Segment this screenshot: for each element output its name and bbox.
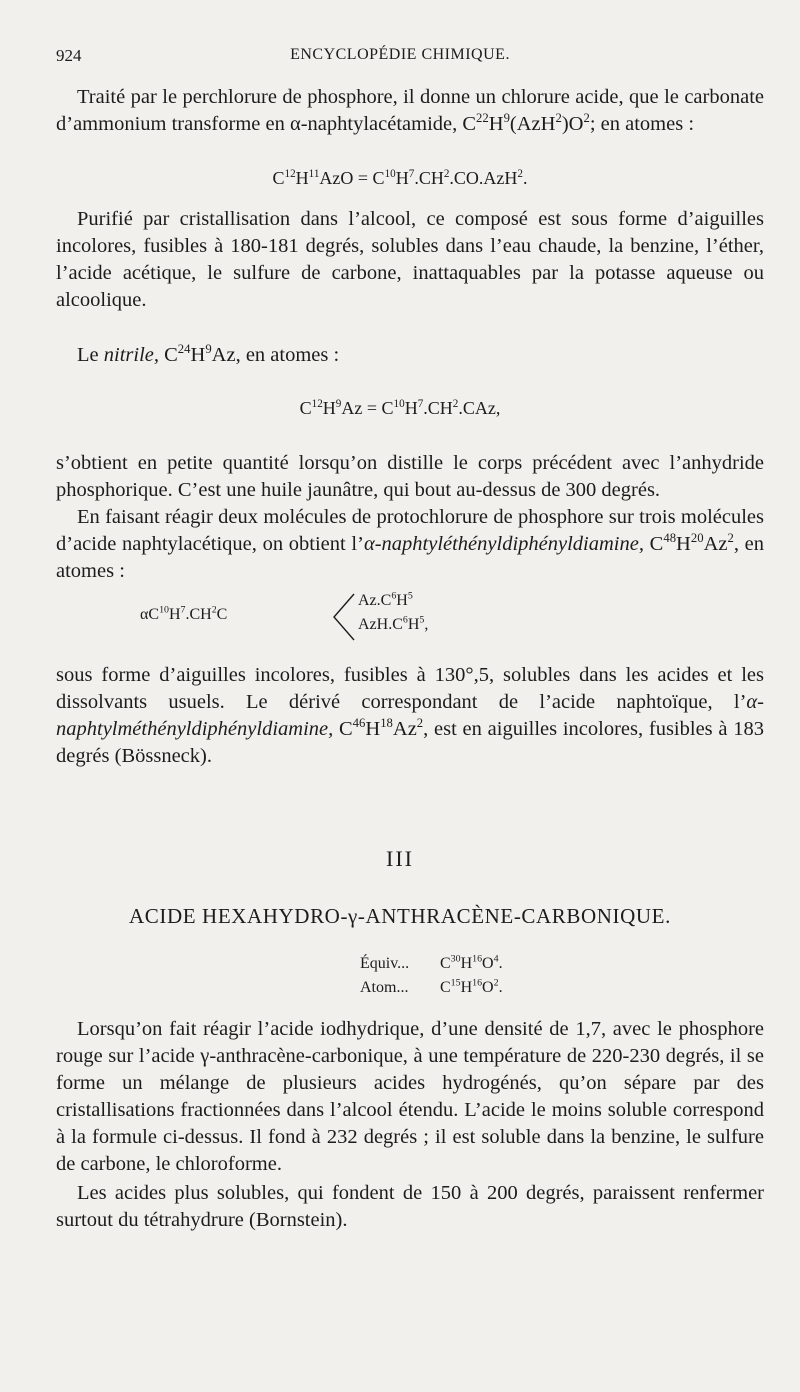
running-title: ENCYCLOPÉDIE CHIMIQUE. xyxy=(290,46,510,63)
paragraph-6: sous forme d’aiguilles incolores, fusibles à 130°,5, solubles dans les acides et les dissolvants usuels. Le dérivé correspondant de l’acide naphtoïque, l’α-naphtylméthényldiphényldiamine, $C^{46}H^{18}Az^2$, est en aiguilles incolores, fusibles à 183 degrés (Bössneck). xyxy=(56,664,764,767)
section-numeral: III xyxy=(386,846,414,871)
formula-amide: $C^{12}H^{11}AzO = C^{10}H^7.CH^2.CO.AzH^2$. xyxy=(272,168,528,188)
paragraph-2: Purifié par cristallisation dans l’alcool, ce composé est sous forme d’aiguilles incolores, fusibles à 180-181 degrés, solubles dans l’eau chaude, la benzine, l’éther, l’acide acétique, le sulfure de carbone, inattaquables par la potasse aqueuse ou alcoolique. xyxy=(56,208,764,311)
paragraph-5: En faisant réagir deux molécules de protochlorure de phosphore sur trois molécules d’acide naphtylacétique, on obtient l’α-naphtyléthényldiphényldiamine, $C^{48}H^{20}Az^2$, en atomes : xyxy=(56,506,764,582)
paragraph-3: Le nitrile, $C^{24}H^9Az$, en atomes : xyxy=(77,342,340,366)
bond-brace xyxy=(330,590,356,644)
formula-nitrile: $C^{12}H^9Az = C^{10}H^7.CH^2.CAz$, xyxy=(299,398,501,418)
formula-table: Équiv... $C^{30}H^{16}O^4$. Atom... $C^{15}H^{16}O^2$. xyxy=(360,953,503,996)
formula-diamine: $\alpha C^{10}H^7.CH^2C$ $Az.C^6H^5$ $AzH.C^6H^5$, xyxy=(140,590,400,644)
paragraph-8: Les acides plus solubles, qui fondent de 150 à 200 degrés, paraissent renfermer surtout du tétrahydrure (Bornstein). xyxy=(56,1182,764,1231)
section-title: ACIDE HEXAHYDRO-γ-ANTHRACÈNE-CARBONIQUE. xyxy=(129,904,671,928)
paragraph-4: s’obtient en petite quantité lorsqu’on distille le corps précédent avec l’anhydride phosphorique. C’est une huile jaunâtre, qui bout au-dessus de 300 degrés. xyxy=(56,452,764,501)
paragraph-1: Traité par le perchlorure de phosphore, il donne un chlorure acide, que le carbonate d’ammonium transforme en α-naphtylacétamide, $C^{22}H^9(AzH^2)O^2$; en atomes : xyxy=(56,86,764,135)
page-number: 924 xyxy=(56,46,82,65)
paragraph-7: Lorsqu’on fait réagir l’acide iodhydrique, d’une densité de 1,7, avec le phosphore rouge sur l’acide γ-anthracène-carbonique, à une température de 220-230 degrés, il se forme un mélange de plusieurs acides hydrogénés, qu’on sépare par des cristallisations fractionnées dans l’alcool étendu. L’acide le moins soluble correspond à la formule ci-dessus. Il fond à 232 degrés ; il est soluble dans la benzine, le sulfure de carbone, le chloroforme. xyxy=(56,1018,764,1175)
page-header xyxy=(56,46,744,68)
